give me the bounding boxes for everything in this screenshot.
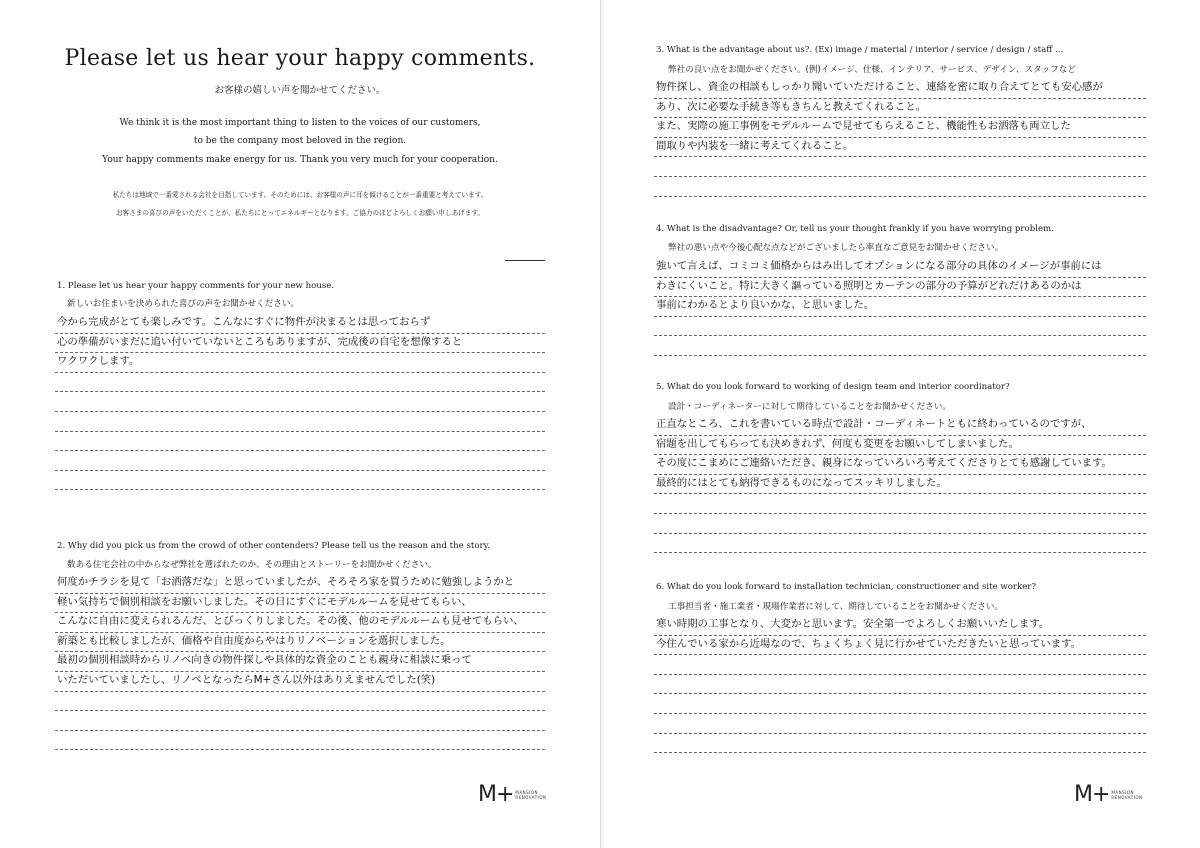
logo-text-line: MANSION (1111, 789, 1134, 795)
question-1-title: 1. Please let us hear your happy comments for your new house. (57, 281, 335, 291)
intro-jp-line: お客さまの喜びの声をいただくことが、私たちにとってエネルギーとなります。ご協力のほどよろしくお願い申しあげます。 (115, 209, 485, 217)
answer-line: 正直なところ、これを書いている時点で設計・コーディネートともに終わっているのですが、 (654, 416, 1146, 436)
question-6-answer-area (654, 616, 1146, 753)
question-5-answer-area (654, 416, 1146, 553)
question-5-title: 5. What do you look forward to working of design team and interior coordinator? (656, 382, 1010, 392)
answer-line (654, 694, 1146, 714)
answer-line (654, 534, 1146, 554)
answer-line: 今住んでいる家から近場なので、ちょくちょく見に行かせていただきたいと思っています。 (654, 636, 1146, 656)
intro-en-line: Your happy comments make energy for us. Thank you very much for your cooperation. (102, 155, 498, 165)
answer-line (55, 373, 545, 393)
answer-line: 心の準備がいまだに追い付いていないところもありますが、完成後の自宅を想像すると (55, 334, 545, 354)
answer-line: 軽い気持ちで個別相談をお願いしました。その日にすぐにモデルルームを見せてもらい、 (55, 594, 545, 614)
answer-line (55, 731, 545, 751)
intro-en-line: We think it is the most important thing to listen to the voices of our customers, (119, 118, 481, 128)
question-1-subtitle: 新しいお住まいを決められた喜びの声をお聞かせください。 (67, 299, 300, 309)
answer-line (654, 734, 1146, 754)
answer-line: こんなに自由に変えられるんだ、とびっくりしました。その後、他のモデルルームも見せてもらい、 (55, 613, 545, 633)
logo-text-line: RENOVATION (515, 794, 547, 800)
logo-text-line: RENOVATION (1111, 794, 1143, 800)
answer-line: 強いて言えば、コミコミ価格からはみ出してオプションになる部分の具体のイメージが事前には (654, 258, 1146, 278)
logo-text (1111, 790, 1142, 800)
page-right (604, 0, 1200, 848)
answer-line: 何度かチラシを見て「お洒落だな」と思っていましたが、そろそろ家を買うために勉強しようかと (55, 574, 545, 594)
brand-logo (478, 782, 546, 807)
question-4-subtitle: 弊社の悪い点や今後心配な点などがございましたら率直なご意見をお聞かせください。 (668, 243, 1004, 253)
question-3-subtitle: 弊社の良い点をお聞かせください。(例)イメージ、仕様、インテリア、サービス、デザイン、スタッフなど (668, 65, 1076, 75)
answer-line (654, 714, 1146, 734)
answer-line (654, 336, 1146, 356)
question-5-subtitle: 設計・コーディネーターに対して期待していることをお聞かせください。 (668, 402, 951, 412)
answer-line: 事前にわかるとより良いかな、と思いました。 (654, 297, 1146, 317)
question-4-title: 4. What is the disadvantage? Or, tell us your thought frankly if you have worrying problem. (656, 224, 1054, 234)
answer-line (654, 675, 1146, 695)
logo-mark: M+ (1074, 782, 1110, 807)
answer-line (654, 177, 1146, 197)
answer-line: 最初の個別相談時からリノベ向きの物件探しや具体的な資金のことも親身に相談に乗って (55, 652, 545, 672)
answer-line (654, 494, 1146, 514)
answer-line (55, 711, 545, 731)
answer-line: その度にこまめにご連絡いただき、親身になっていろいろ考えてくださりとても感謝しています。 (654, 455, 1146, 475)
answer-line (55, 392, 545, 412)
answer-line (654, 655, 1146, 675)
question-3-answer-area (654, 79, 1146, 197)
answer-line: 間取りや内装を一緒に考えてくれること。 (654, 138, 1146, 158)
logo-text-line: MANSION (515, 789, 538, 795)
answer-line (654, 317, 1146, 337)
answer-line: 寒い時期の工事となり、大変かと思います。安全第一でよろしくお願いいたします。 (654, 616, 1146, 636)
question-6-subtitle: 工事担当者・施工業者・現場作業者に対して、期待していることをお聞かせください。 (668, 602, 1003, 612)
answer-line: あり、次に必要な手続き等もきちんと教えてくれること。 (654, 99, 1146, 119)
answer-line (55, 432, 545, 452)
intro-jp-line: 私たちは地域で一番愛される会社を目指しています。そのためには、お客様の声に耳を傾けることが一番重要と考えています。 (112, 191, 488, 199)
question-1-answer-area (55, 314, 545, 490)
answer-line (654, 157, 1146, 177)
logo-text (515, 790, 546, 800)
page-title: Please let us hear your happy comments. (64, 46, 536, 71)
answer-line (654, 514, 1146, 534)
answer-line: わきにくいこと。特に大きく謳っている照明とカーテンの部分の予算がどれだけあるのかは (654, 278, 1146, 298)
question-2-subtitle: 数ある住宅会社の中からなぜ弊社を選ばれたのか、その理由とストーリーをお聞かせください。 (67, 560, 437, 570)
question-6-title: 6. What do you look forward to installation technician, constructioner and site worker? (656, 582, 1037, 592)
question-3-title: 3. What is the advantage about us?. (Ex) image / material / interior / service / design / staff ... (656, 45, 1064, 55)
logo-mark: M+ (478, 782, 514, 807)
answer-line: 最終的にはとても納得できるものになってスッキリしました。 (654, 475, 1146, 495)
answer-line: 物件探し、資金の相談もしっかり聞いていただけること、連絡を密に取り合えてとても安心感が (654, 79, 1146, 99)
question-4-answer-area (654, 258, 1146, 356)
answer-line: 今から完成がとても楽しみです。こんなにすぐに物件が決まるとは思っておらず (55, 314, 545, 334)
answer-line: 宿題を出してもらっても決めきれず、何度も変更をお願いしてしまいました。 (654, 436, 1146, 456)
intro-en-line: to be the company most beloved in the region. (193, 136, 407, 146)
answer-line (55, 692, 545, 712)
answer-line: 新築とも比較しましたが、価格や自由度からやはりリノベーションを選択しました。 (55, 633, 545, 653)
answer-line (55, 471, 545, 491)
answer-line: また、実際の施工事例をモデルルームで見せてもらえること、機能性もお洒落も両立した (654, 118, 1146, 138)
section-divider (505, 260, 545, 261)
answer-line (55, 412, 545, 432)
question-2-title: 2. Why did you pick us from the crowd of other contenders? Please tell us the reason and the story. (57, 541, 491, 551)
brand-logo (1074, 782, 1142, 807)
page-subtitle: お客様の嬉しい声を聞かせてください。 (214, 85, 386, 96)
answer-line (55, 451, 545, 471)
question-2-answer-area (55, 574, 545, 750)
answer-line: いただいていましたし、リノベとなったらM+さん以外はありえませんでした(笑) (55, 672, 545, 692)
answer-line: ワクワクします。 (55, 353, 545, 373)
